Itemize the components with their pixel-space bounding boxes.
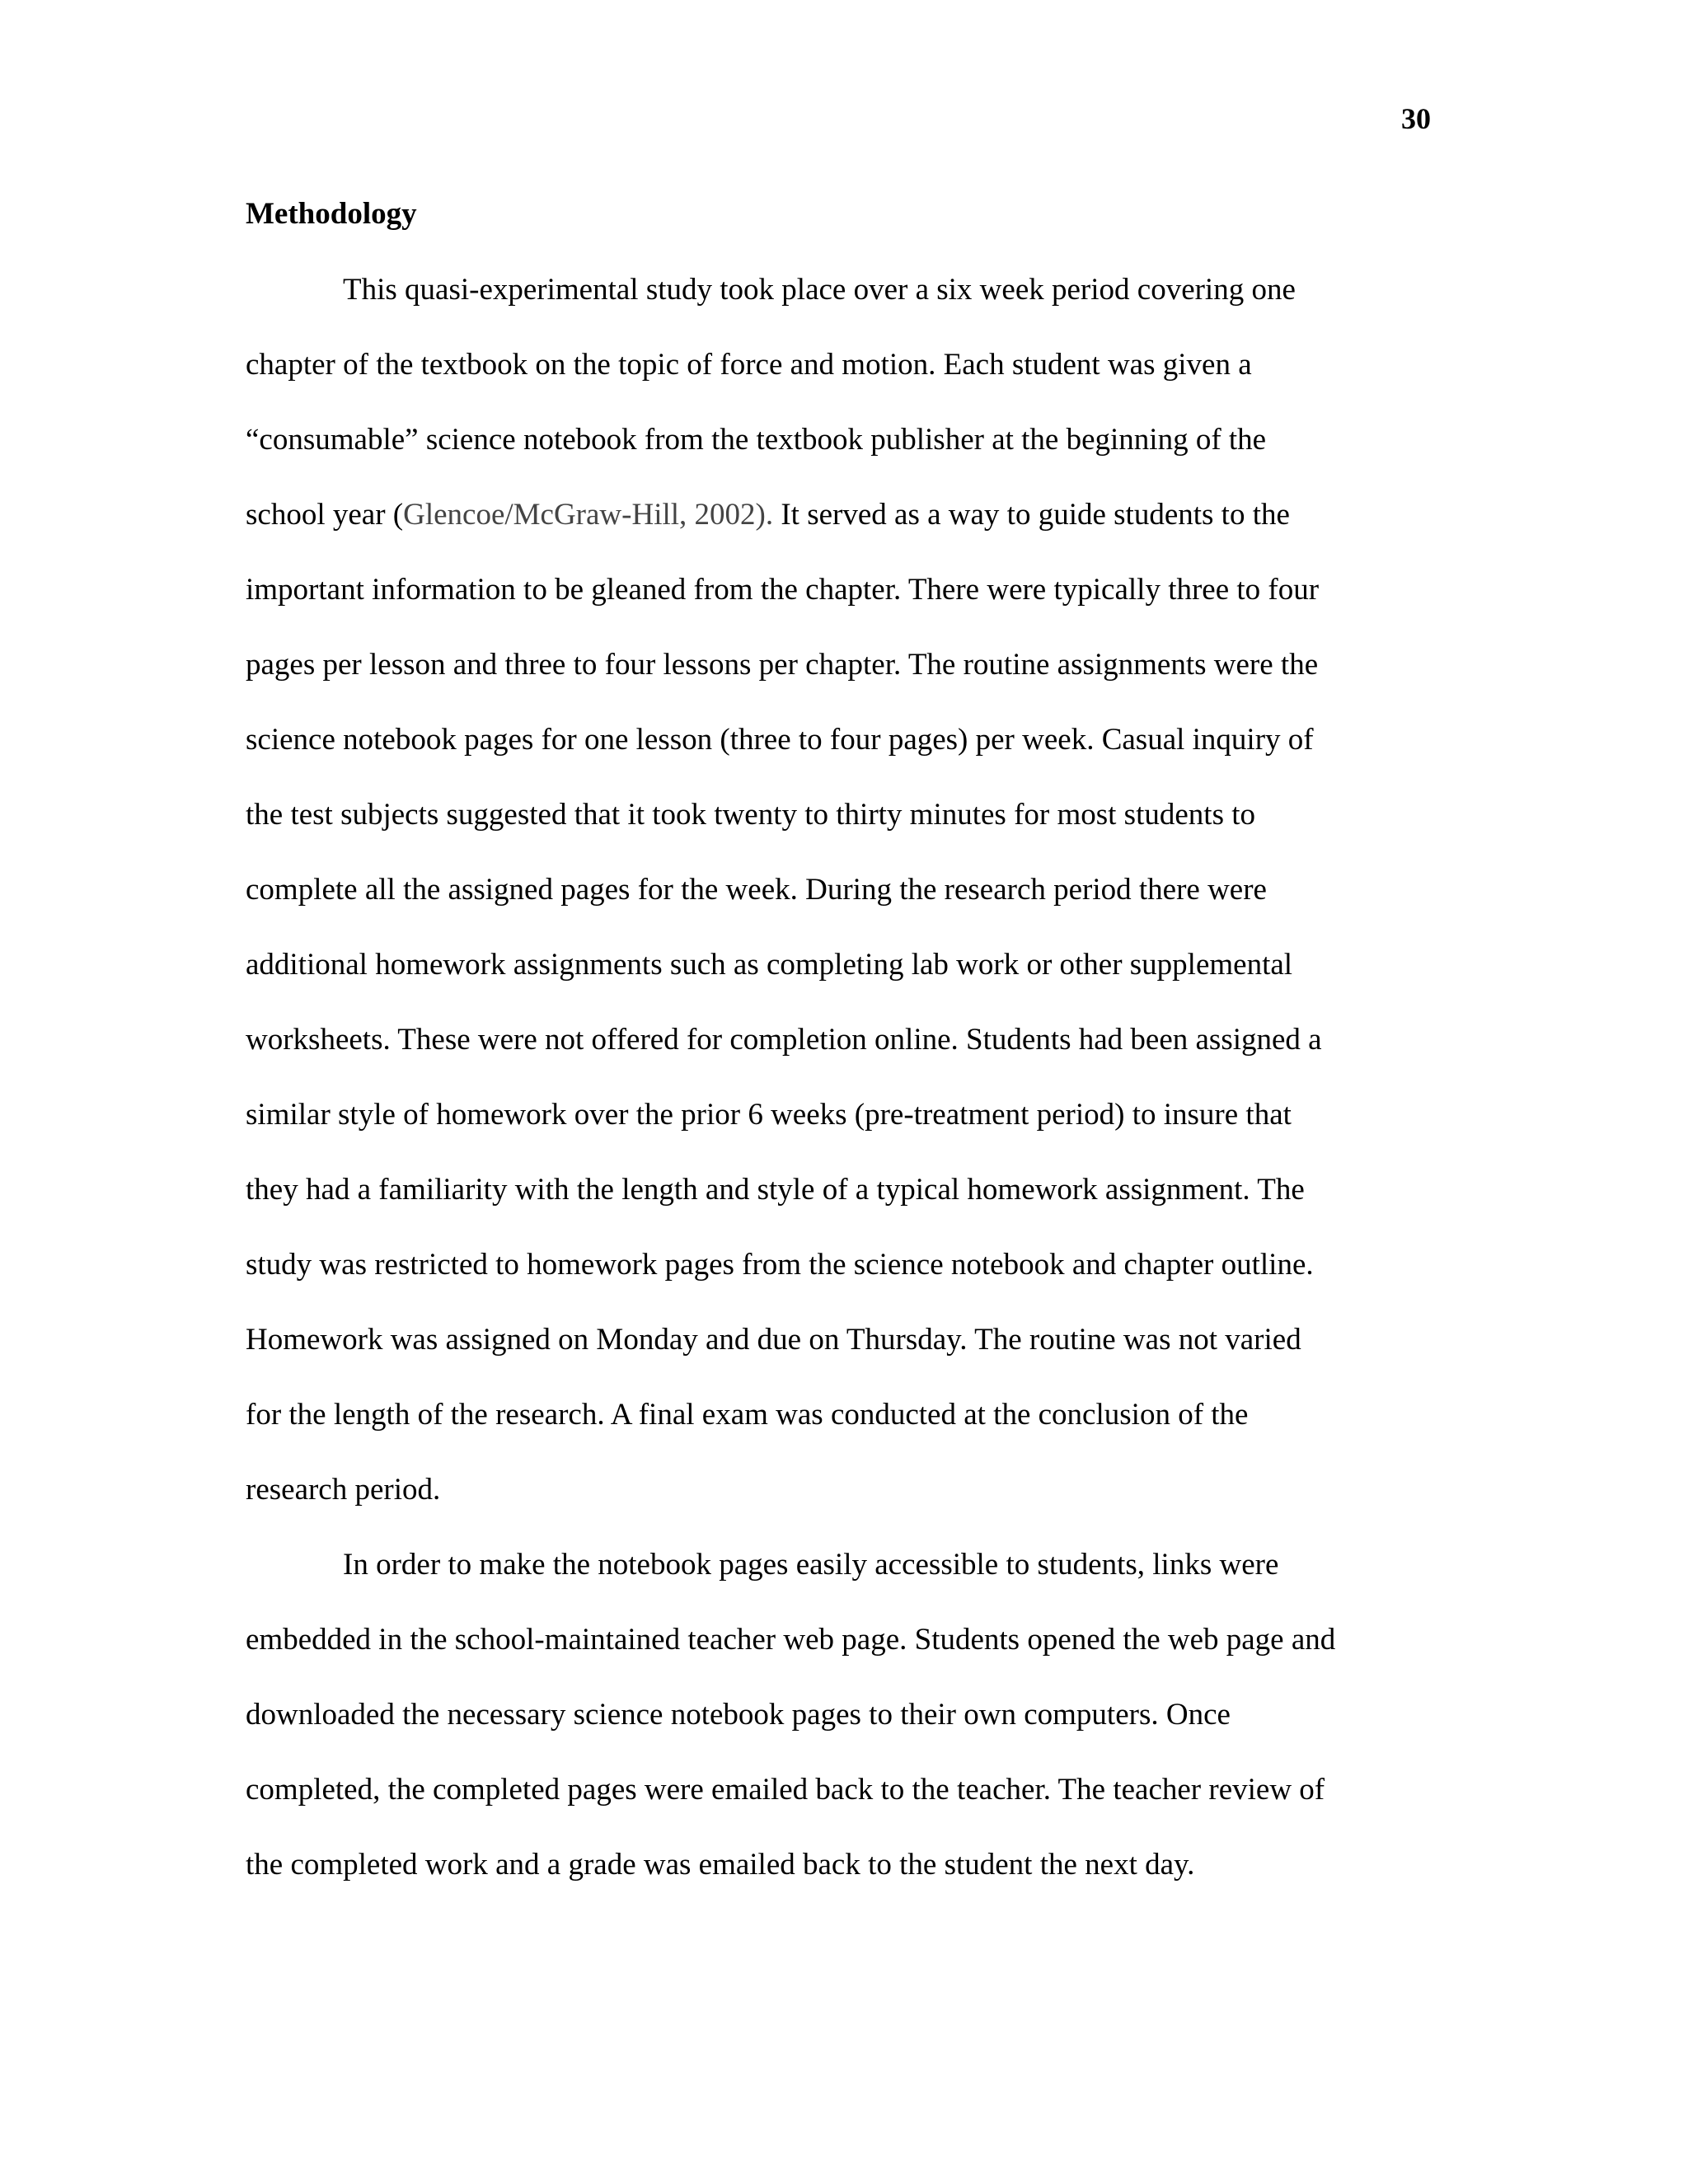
paragraph-line: pages per lesson and three to four lessons per chapter. The routine assignments were the (246, 648, 1319, 682)
paragraph-line: the completed work and a grade was emailed back to the student the next day. (246, 1848, 1195, 1882)
paragraph-line: Homework was assigned on Monday and due on Thursday. The routine was not varied (246, 1323, 1301, 1357)
paragraph-line: In order to make the notebook pages easily accessible to students, links were (343, 1548, 1279, 1582)
paragraph-line: This quasi-experimental study took place over a six week period covering one (343, 273, 1296, 307)
paragraph-line: they had a familiarity with the length and style of a typical homework assignment. The (246, 1173, 1305, 1207)
line-prefix: school year ( (246, 498, 404, 532)
paragraph-line: important information to be gleaned from the chapter. There were typically three to four (246, 573, 1320, 607)
paragraph-line: completed, the completed pages were emailed back to the teacher. The teacher review of (246, 1773, 1325, 1807)
paragraph-line: additional homework assignments such as completing lab work or other supplemental (246, 948, 1293, 982)
paragraph-line: for the length of the research. A final exam was conducted at the conclusion of the (246, 1398, 1249, 1432)
page-number: 30 (1401, 102, 1431, 135)
paragraph-line: science notebook pages for one lesson (three to four pages) per week. Casual inquiry of (246, 723, 1314, 757)
paragraph-line: downloaded the necessary science notebook pages to their own computers. Once (246, 1698, 1231, 1732)
line-suffix: It served as a way to guide students to the (773, 498, 1290, 532)
paragraph-line: study was restricted to homework pages from the science notebook and chapter outline. (246, 1248, 1314, 1282)
paragraph-line: chapter of the textbook on the topic of force and motion. Each student was given a (246, 348, 1252, 382)
paragraph-line: “consumable” science notebook from the textbook publisher at the beginning of the (246, 423, 1267, 457)
paragraph-line: similar style of homework over the prior 6 weeks (pre-treatment period) to insure that (246, 1098, 1292, 1132)
paragraph-line: embedded in the school-maintained teacher web page. Students opened the web page and (246, 1623, 1336, 1657)
paragraph-line: research period. (246, 1473, 441, 1507)
section-heading: Methodology (246, 197, 417, 231)
paragraph-line: worksheets. These were not offered for completion online. Students had been assigned a (246, 1023, 1322, 1057)
paragraph-line: complete all the assigned pages for the week. During the research period there were (246, 873, 1267, 907)
paragraph-line: the test subjects suggested that it took twenty to thirty minutes for most students to (246, 798, 1255, 832)
paragraph-line (246, 497, 1290, 533)
citation: Glencoe/McGraw-Hill, 2002). (403, 498, 774, 532)
